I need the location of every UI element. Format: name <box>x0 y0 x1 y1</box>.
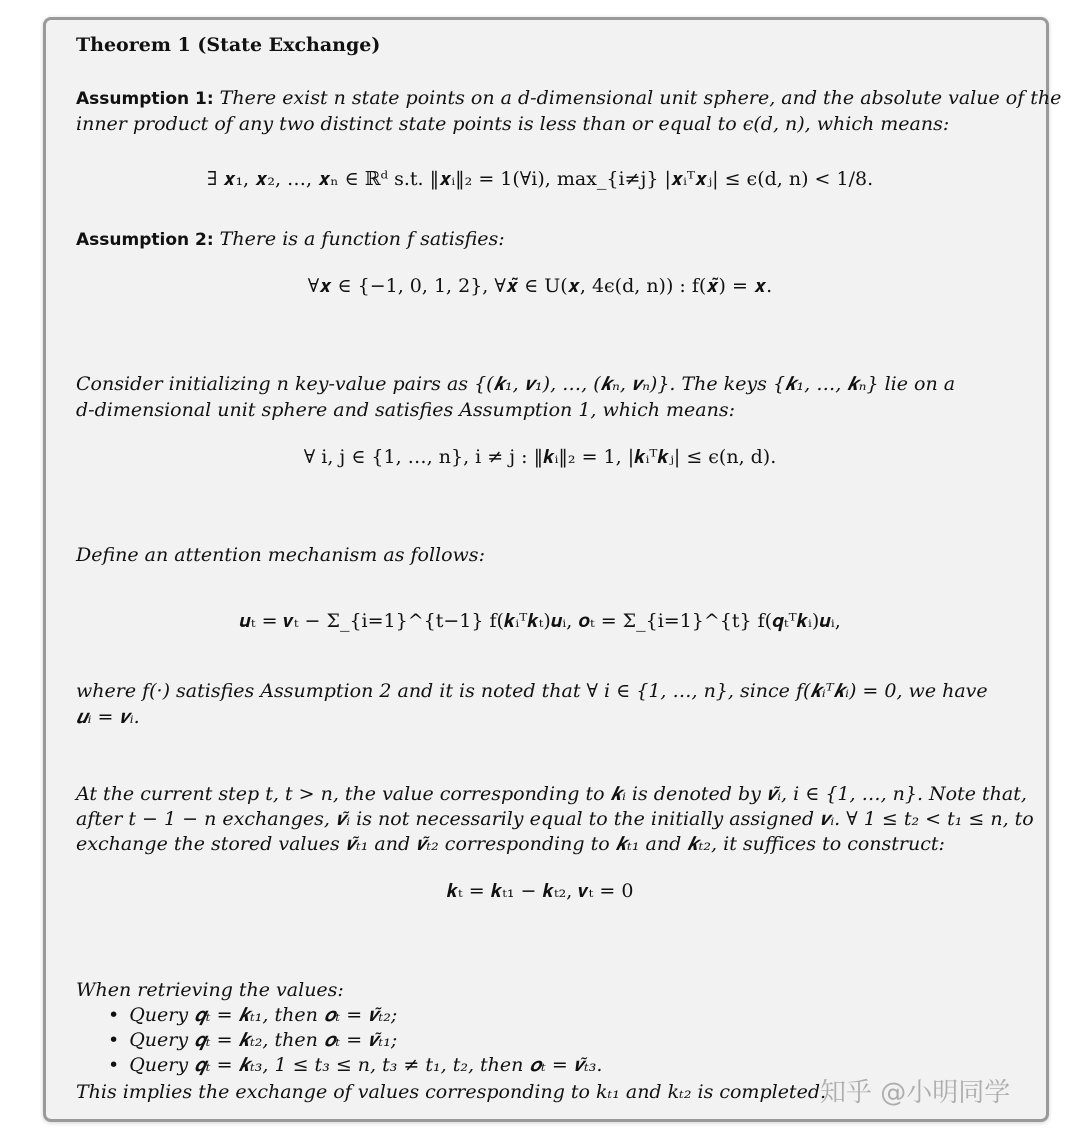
assumption1-line1 <box>76 86 1061 111</box>
theorem-title: Theorem 1 (State Exchange) <box>76 34 381 56</box>
where-line2: 𝒖ᵢ = 𝒗ᵢ. <box>76 706 140 728</box>
consider-equation: ∀ i, j ∈ {1, …, n}, i ≠ j : ‖𝒌ᵢ‖₂ = 1, |𝒌ᵢᵀ𝒌ⱼ| ≤ ϵ(n, d). <box>303 446 777 468</box>
watermark: 知乎 @小明同学 <box>820 1078 1011 1108</box>
assumption2-line1 <box>76 227 505 252</box>
assumption2-label: Assumption 2: <box>76 230 214 250</box>
consider-line1: Consider initializing n key-value pairs as {(𝒌₁, 𝒗₁), …, (𝒌ₙ, 𝒗ₙ)}. The keys {𝒌₁, …, 𝒌ₙ} lie on a <box>76 373 956 395</box>
where-line1: where f(·) satisfies Assumption 2 and it is noted that ∀ i ∈ {1, …, n}, since f(𝒌ᵢᵀ𝒌ᵢ) = 0, we have <box>76 680 988 702</box>
bullet-text: Query 𝒒ₜ = 𝒌ₜ₁, then 𝒐ₜ = 𝒗̃ₜ₂; <box>129 1004 398 1026</box>
bullet-dot: • <box>108 1029 120 1051</box>
bullet-text: Query 𝒒ₜ = 𝒌ₜ₂, then 𝒐ₜ = 𝒗̃ₜ₁; <box>129 1029 398 1051</box>
retrieval-bullet-3 <box>108 1054 602 1076</box>
assumption1-label: Assumption 1: <box>76 89 214 109</box>
retrieval-bullet-2 <box>108 1029 397 1051</box>
bullet-dot: • <box>108 1054 120 1076</box>
assumption1-line2: inner product of any two distinct state points is less than or equal to ϵ(d, n), which means: <box>76 113 950 135</box>
define-line1: Define an attention mechanism as follows: <box>76 544 485 566</box>
assumption1-equation: ∃ 𝒙₁, 𝒙₂, …, 𝒙ₙ ∈ ℝᵈ s.t. ‖𝒙ᵢ‖₂ = 1(∀i), max_{i≠j} |𝒙ᵢᵀ𝒙ⱼ| ≤ ϵ(d, n) < 1/8. <box>206 168 874 190</box>
bullet-text: Query 𝒒ₜ = 𝒌ₜ₃, 1 ≤ t₃ ≤ n, t₃ ≠ t₁, t₂, then 𝒐ₜ = 𝒗̃ₜ₃. <box>129 1054 603 1076</box>
current-step-line3: exchange the stored values 𝒗̃ₜ₁ and 𝒗̃ₜ₂ corresponding to 𝒌ₜ₁ and 𝒌ₜ₂, it suffices to construct: <box>76 833 945 855</box>
construct-equation: 𝒌ₜ = 𝒌ₜ₁ − 𝒌ₜ₂, 𝒗ₜ = 0 <box>446 880 634 902</box>
retrieval-bullet-1 <box>108 1004 397 1026</box>
attention-equation: 𝒖ₜ = 𝒗ₜ − Σ_{i=1}^{t−1} f(𝒌ᵢᵀ𝒌ₜ)𝒖ᵢ, 𝒐ₜ = Σ_{i=1}^{t} f(𝒒ₜᵀ𝒌ᵢ)𝒖ᵢ, <box>239 610 841 632</box>
assumption2-text: There is a function f satisfies: <box>219 228 505 250</box>
assumption1-text: There exist n state points on a d-dimensional unit sphere, and the absolute value of the <box>219 87 1062 109</box>
consider-line2: d-dimensional unit sphere and satisfies Assumption 1, which means: <box>76 399 735 421</box>
assumption2-equation: ∀𝒙 ∈ {−1, 0, 1, 2}, ∀𝒙̃ ∈ U(𝒙, 4ϵ(d, n)) : f(𝒙̃) = 𝒙. <box>307 275 773 297</box>
retrieving-intro: When retrieving the values: <box>76 979 344 1001</box>
current-step-line2: after t − 1 − n exchanges, 𝒗̃ᵢ is not necessarily equal to the initially assigned 𝒗ᵢ. ∀ 1 ≤ t₂ < t₁ ≤ n, to <box>76 808 1034 830</box>
bullet-dot: • <box>108 1004 120 1026</box>
conclusion-line: This implies the exchange of values corresponding to kₜ₁ and kₜ₂ is completed. <box>76 1081 827 1103</box>
current-step-line1: At the current step t, t > n, the value corresponding to 𝒌ᵢ is denoted by 𝒗̃ᵢ, i ∈ {1, …, n}. Note that, <box>76 783 1027 805</box>
